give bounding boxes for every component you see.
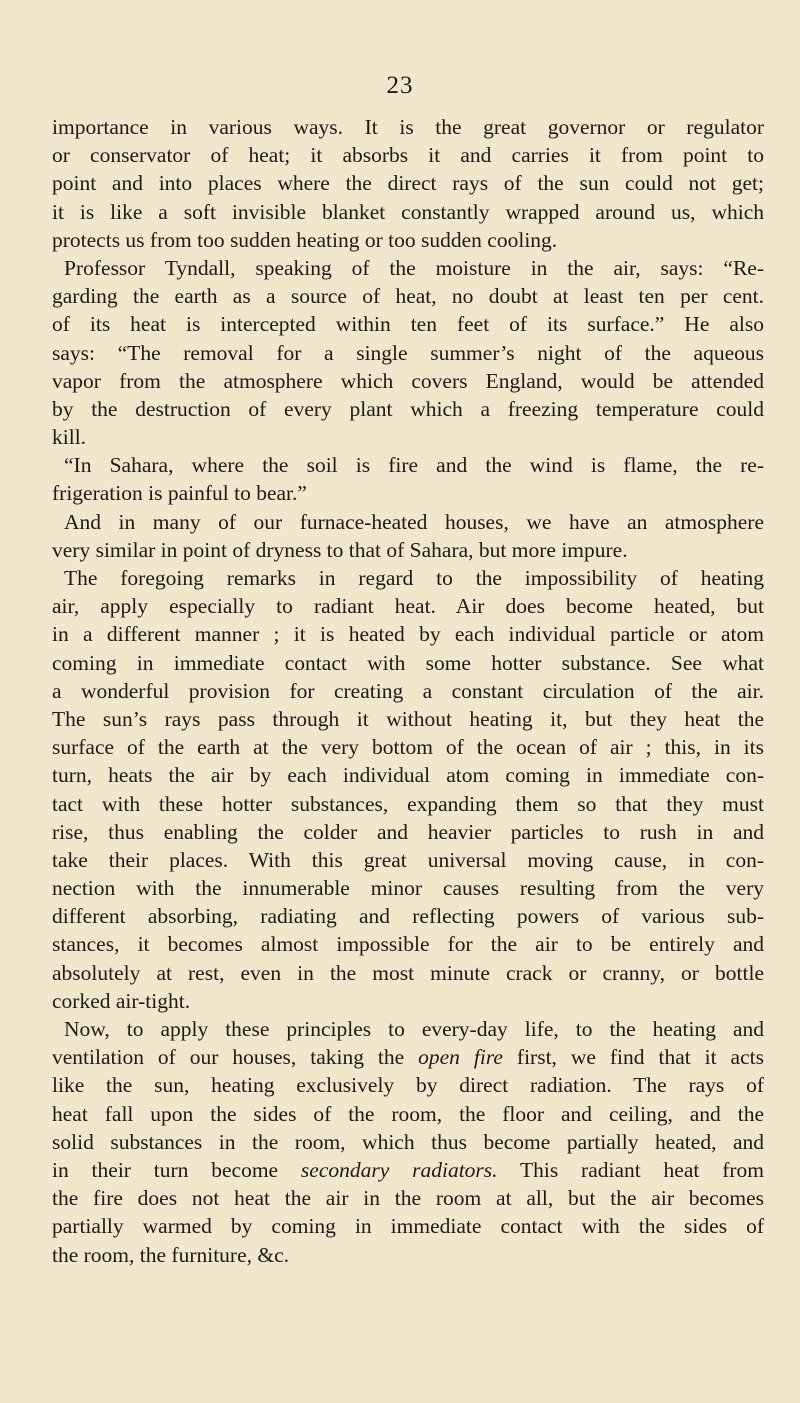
- text-line: tact with these hotter substances, expanding them so that they must: [52, 791, 764, 816]
- text-line: importance in various ways. It is the great governor or regulator: [52, 115, 764, 139]
- text-line: a wonderful provision for creating a constant circulation of the air.: [52, 678, 764, 703]
- text-line: nection with the innumerable minor causes resulting from the very: [52, 876, 764, 901]
- italic-phrase: open fire: [418, 1045, 503, 1070]
- text-segment: ventilation of our houses, taking the: [52, 1045, 419, 1070]
- text-line: And in many of our furnace-heated houses, we have an atmosphere: [64, 509, 764, 534]
- text-line: says: “The removal for a single summer’s night of the aqueous: [52, 340, 764, 365]
- page-number: 23: [386, 72, 414, 99]
- text-line: corked air-tight.: [52, 988, 191, 1013]
- text-line: like the sun, heating exclusively by direct radiation. The rays of: [52, 1073, 764, 1098]
- text-line: rise, thus enabling the colder and heavier particles to rush in and: [52, 819, 764, 844]
- text-line: the room, the furniture, &c.: [52, 1242, 290, 1267]
- text-line: vapor from the atmosphere which covers England, would be attended: [52, 368, 764, 393]
- text-segment: This radiant heat from: [497, 1157, 764, 1182]
- text-line: garding the earth as a source of heat, no doubt at least ten per cent.: [52, 284, 764, 309]
- text-line: or conservator of heat; it absorbs it and carries it from point to: [52, 143, 764, 168]
- italic-phrase: secondary radiators.: [300, 1157, 498, 1182]
- text-line: The foregoing remarks in regard to the impossibility of heating: [64, 566, 764, 590]
- text-line: Now, to apply these principles to every-day life, to the heating and: [64, 1017, 764, 1041]
- text-line: absolutely at rest, even in the most minute crack or cranny, or bottle: [52, 960, 764, 985]
- text-line: frigeration is painful to bear.”: [52, 481, 307, 506]
- text-line: Professor Tyndall, speaking of the moisture in the air, says: “Re-: [64, 255, 764, 280]
- text-line: point and into places where the direct rays of the sun could not get;: [52, 171, 764, 196]
- text-line: partially warmed by coming in immediate contact with the sides of: [52, 1214, 764, 1239]
- text-line: of its heat is intercepted within ten feet of its surface.” He also: [52, 312, 764, 337]
- text-line: very similar in point of dryness to that of Sahara, but more impure.: [52, 537, 628, 562]
- text-segment: in their turn become: [52, 1157, 301, 1182]
- text-line-with-italic: [52, 1043, 764, 1071]
- text-line: kill.: [52, 425, 87, 450]
- text-line: air, apply especially to radiant heat. Air does become heated, but: [52, 594, 764, 619]
- text-line: heat fall upon the sides of the room, the floor and ceiling, and the: [52, 1101, 764, 1126]
- text-line: in a different manner ; it is heated by each individual particle or atom: [52, 622, 764, 647]
- text-line: by the destruction of every plant which a freezing temperature could: [52, 396, 764, 421]
- text-line: it is like a soft invisible blanket constantly wrapped around us, which: [52, 199, 764, 224]
- text-segment: first, we find that it acts: [502, 1045, 764, 1070]
- text-line: “In Sahara, where the soil is fire and the wind is flame, the re-: [64, 453, 764, 478]
- text-line: take their places. With this great universal moving cause, in con-: [52, 847, 764, 872]
- text-line: coming in immediate contact with some hotter substance. See what: [52, 650, 764, 675]
- text-line: solid substances in the room, which thus become partially heated, and: [52, 1129, 764, 1154]
- text-line: turn, heats the air by each individual atom coming in immediate con-: [52, 763, 764, 788]
- body-text: [52, 113, 764, 1269]
- text-line: different absorbing, radiating and reflecting powers of various sub-: [52, 904, 764, 929]
- text-line: surface of the earth at the very bottom of the ocean of air ; this, in its: [52, 735, 764, 760]
- text-line: The sun’s rays pass through it without heating it, but they heat the: [52, 706, 764, 731]
- text-line: stances, it becomes almost impossible for the air to be entirely and: [52, 932, 764, 957]
- text-line: protects us from too sudden heating or too sudden cooling.: [52, 227, 558, 252]
- text-line: the fire does not heat the air in the room at all, but the air becomes: [52, 1186, 764, 1211]
- text-line-with-italic: [52, 1156, 764, 1184]
